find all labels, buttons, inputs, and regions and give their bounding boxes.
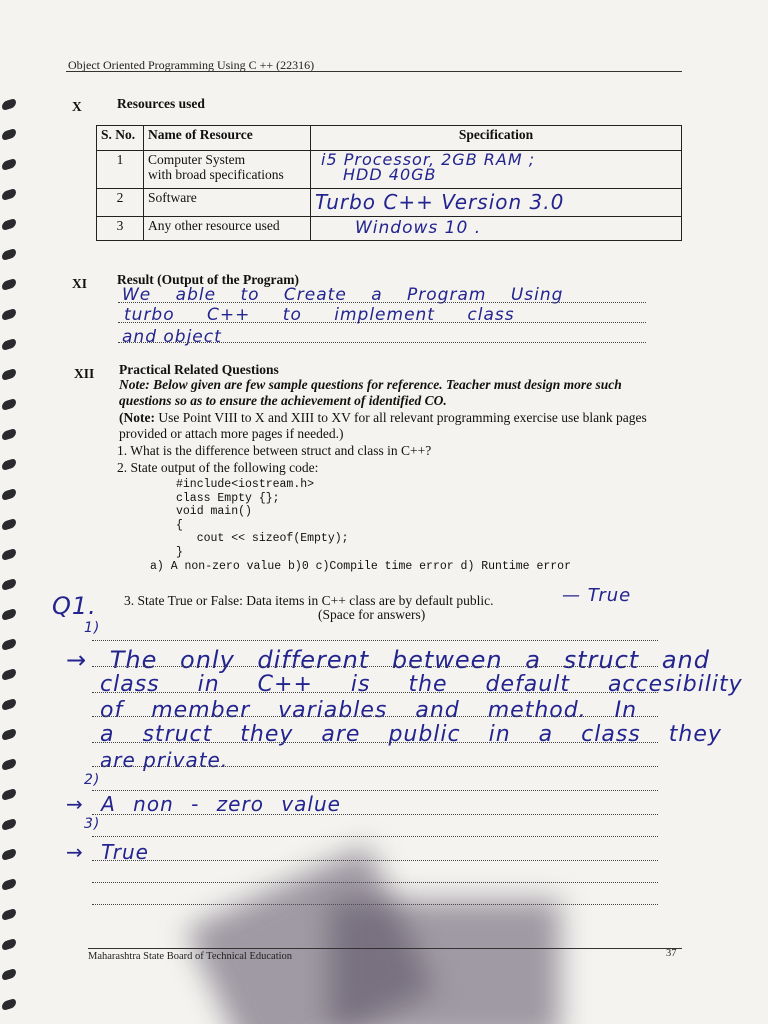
answer-options: a) A non-zero value b)0 c)Compile time error d) Runtime error [150, 560, 571, 573]
answer-line [92, 666, 658, 667]
answer-line [92, 814, 658, 815]
row-spec: Turbo C++ Version 3.0 [311, 189, 682, 217]
page-header: Object Oriented Programming Using C ++ (22316) [68, 58, 315, 72]
row-name: Any other resource used [144, 217, 311, 241]
footer-rule [88, 948, 682, 949]
section-xii-note2: (Note: Use Point VIII to X and XIII to XV for all relevant programming exercise use blank pages provided or attach more pages if needed.) [119, 410, 647, 441]
question-3: 3. State True or False: Data items in C++ class are by default public. [124, 593, 494, 608]
result-line-1: We able to Create a Program Using [122, 285, 564, 305]
q1-number: 1) [84, 620, 101, 636]
section-xii-note: Note: Below given are few sample questions for reference. Teacher must design more such questions so as to ensure the achievement of identified CO. [119, 377, 622, 408]
answer-line [92, 766, 658, 767]
table-header-row [97, 126, 682, 151]
row-sno: 3 [97, 217, 144, 241]
answer-1-line-3: of member variables and method. In [100, 698, 638, 723]
q2-number: 2) [84, 772, 101, 788]
answer-line [118, 322, 646, 323]
col-sno: S. No. [97, 126, 144, 151]
resources-table [96, 125, 682, 241]
answer-line [92, 742, 658, 743]
section-x-title: Resources used [117, 96, 205, 111]
section-xi-title: Result (Output of the Program) [117, 272, 299, 287]
row-spec: i5 Processor, 2GB RAM ; HDD 40GB [311, 151, 682, 189]
hand-shadow [330, 900, 560, 1024]
answer-3: → True [66, 840, 149, 864]
question-1: 1. What is the difference between struct and class in C++? [117, 443, 432, 458]
section-xi-number: XI [72, 276, 88, 291]
answer-line [92, 716, 658, 717]
table-row [97, 217, 682, 241]
table-row [97, 151, 682, 189]
answer-line [92, 790, 658, 791]
result-line-2: turbo C++ to implement class [124, 305, 515, 325]
answer-1-line-4: a struct they are public in a class they [100, 722, 722, 747]
question-3-answer: — True [562, 585, 632, 606]
code-block: #include<iostream.h> class Empty {}; void main() { cout << sizeof(Empty); } [176, 478, 349, 559]
answer-1-line-1: → The only different between a struct and [66, 646, 710, 674]
answer-line [92, 640, 658, 641]
answer-space-label: (Space for answers) [318, 607, 426, 622]
page-number: 37 [666, 948, 677, 959]
answer-line [92, 692, 658, 693]
answer-line [92, 836, 658, 837]
answer-line [118, 302, 646, 303]
footer-board: Maharashtra State Board of Technical Education [88, 951, 293, 962]
header-rule [66, 71, 682, 72]
row-name: Software [144, 189, 311, 217]
section-xii-number: XII [74, 366, 95, 381]
result-line-3: and object [122, 327, 222, 347]
row-sno: 1 [97, 151, 144, 189]
q1-marker: Q1. [52, 592, 97, 620]
row-spec: Windows 10 . [311, 217, 682, 241]
answer-1-line-5: are private. [100, 748, 229, 772]
answer-line [92, 860, 658, 861]
answer-line [118, 342, 646, 343]
answer-2: → A non - zero value [66, 792, 341, 816]
question-2: 2. State output of the following code: [117, 460, 319, 475]
q3-number: 3) [84, 816, 101, 832]
section-xii-title: Practical Related Questions [119, 362, 279, 377]
table-row [97, 189, 682, 217]
row-name: Computer System with broad specifications [144, 151, 311, 189]
col-name: Name of Resource [144, 126, 311, 151]
row-sno: 2 [97, 189, 144, 217]
answer-1-line-2: class in C++ is the default accesibility [100, 672, 743, 697]
section-x-number: X [72, 99, 82, 114]
col-spec: Specification [311, 126, 682, 151]
